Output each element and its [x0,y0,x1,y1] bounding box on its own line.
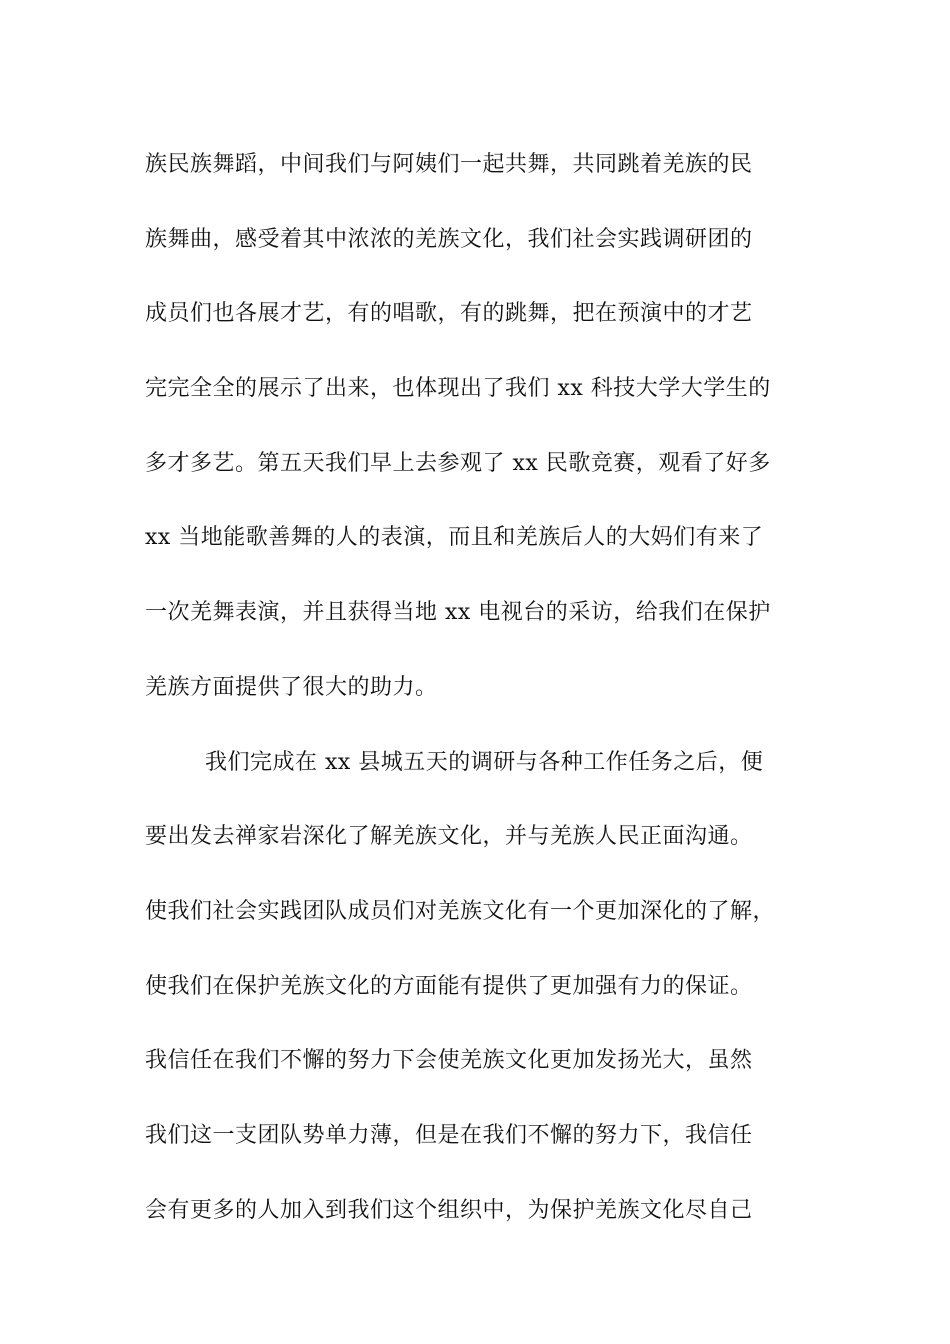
text-line: 完完全全的展示了出来，也体现出了我们 xx 科技大学大学生的 [145,376,771,402]
text-line: 成员们也各展才艺，有的唱歌，有的跳舞，把在预演中的才艺 [145,301,753,327]
text-line: 使我们社会实践团队成员们对羌族文化有一个更加深化的了解， [145,898,776,924]
text-line: 多才多艺。第五天我们早上去参观了 xx 民歌竞赛，观看了好多 [145,450,771,476]
text-line: 我信任在我们不懈的努力下会使羌族文化更加发扬光大，虽然 [145,1048,753,1074]
text-line: 要出发去禅家岩深化了解羌族文化，并与羌族人民正面沟通。 [145,824,753,850]
text-line: 羌族方面提供了很大的助力。 [145,674,438,700]
text-line: xx 当地能歌善舞的人的表演，而且和羌族后人的大妈们有来了 [145,525,764,551]
text-line: 一次羌舞表演，并且获得当地 xx 电视台的采访，给我们在保护 [145,600,771,626]
body-text [145,128,825,1248]
paragraph-start-line: 我们完成在 xx 县城五天的调研与各种工作任务之后，便 [205,749,764,775]
text-line: 我们这一支团队势单力薄，但是在我们不懈的努力下，我信任 [145,1122,753,1148]
text-line: 会有更多的人加入到我们这个组织中，为保护羌族文化尽自己 [145,1197,753,1223]
text-line: 族民族舞蹈，中间我们与阿姨们一起共舞，共同跳着羌族的民 [145,152,753,177]
text-line: 族舞曲，感受着其中浓浓的羌族文化，我们社会实践调研团的 [145,226,753,252]
text-line: 使我们在保护羌族文化的方面能有提供了更加强有力的保证。 [145,973,753,999]
